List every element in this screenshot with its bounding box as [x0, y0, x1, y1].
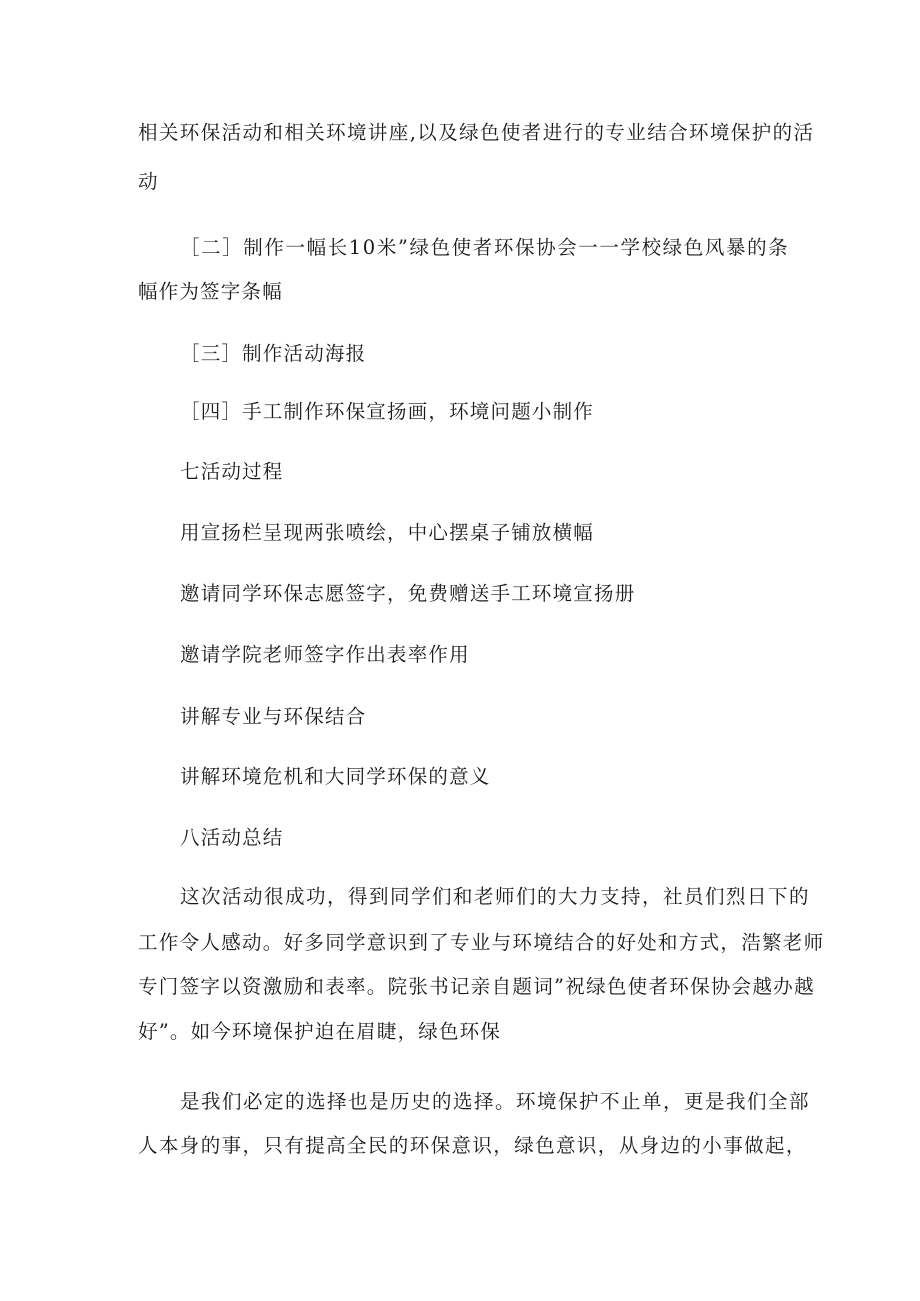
paragraph-line: 邀请学院老师签字作出表率作用	[180, 643, 470, 666]
paragraph-line: 这次活动很成功，得到同学们和老师们的大力支持，社员们烈日下的	[180, 885, 811, 908]
paragraph-line: 专门签字以资激励和表率。院张书记亲自题词”祝绿色使者环保协会越办越	[138, 975, 815, 998]
section-heading: 七活动过程	[180, 460, 284, 483]
list-item-line: 幅作为签字条幅	[138, 280, 283, 303]
section-heading: 八活动总结	[180, 826, 284, 849]
paragraph-line: 动	[138, 170, 159, 193]
paragraph-line: 好”。如今环境保护迫在眉睫，绿色环保	[138, 1020, 502, 1043]
list-item-line: ［二］制作一幅长10米”绿色使者环保协会一一学校绿色风暴的条	[180, 236, 790, 259]
paragraph-line: 人本身的事，只有提高全民的环保意识，绿色意识，从身边的小事做起，	[138, 1134, 807, 1157]
list-item-line: ［四］手工制作环保宣扬画，环境问题小制作	[180, 400, 595, 423]
paragraph-line: 讲解专业与环保结合	[180, 705, 367, 728]
paragraph-line: 邀请同学环保志愿签字，免费赠送手工环境宣扬册	[180, 582, 636, 605]
paragraph-line: 讲解环境危机和大同学环保的意义	[180, 765, 491, 788]
list-item-line: ［三］制作活动海报	[180, 342, 367, 365]
paragraph-line: 相关环保活动和相关环境讲座,以及绿色使者进行的专业结合环境保护的活	[138, 121, 815, 144]
paragraph-line: 用宣扬栏呈现两张喷绘，中心摆桌子铺放横幅	[180, 521, 595, 544]
paragraph-line: 是我们必定的选择也是历史的选择。环境保护不止单，更是我们全部	[180, 1090, 811, 1113]
paragraph-line: 工作令人感动。好多同学意识到了专业与环境结合的好处和方式，浩繁老师	[138, 931, 825, 954]
